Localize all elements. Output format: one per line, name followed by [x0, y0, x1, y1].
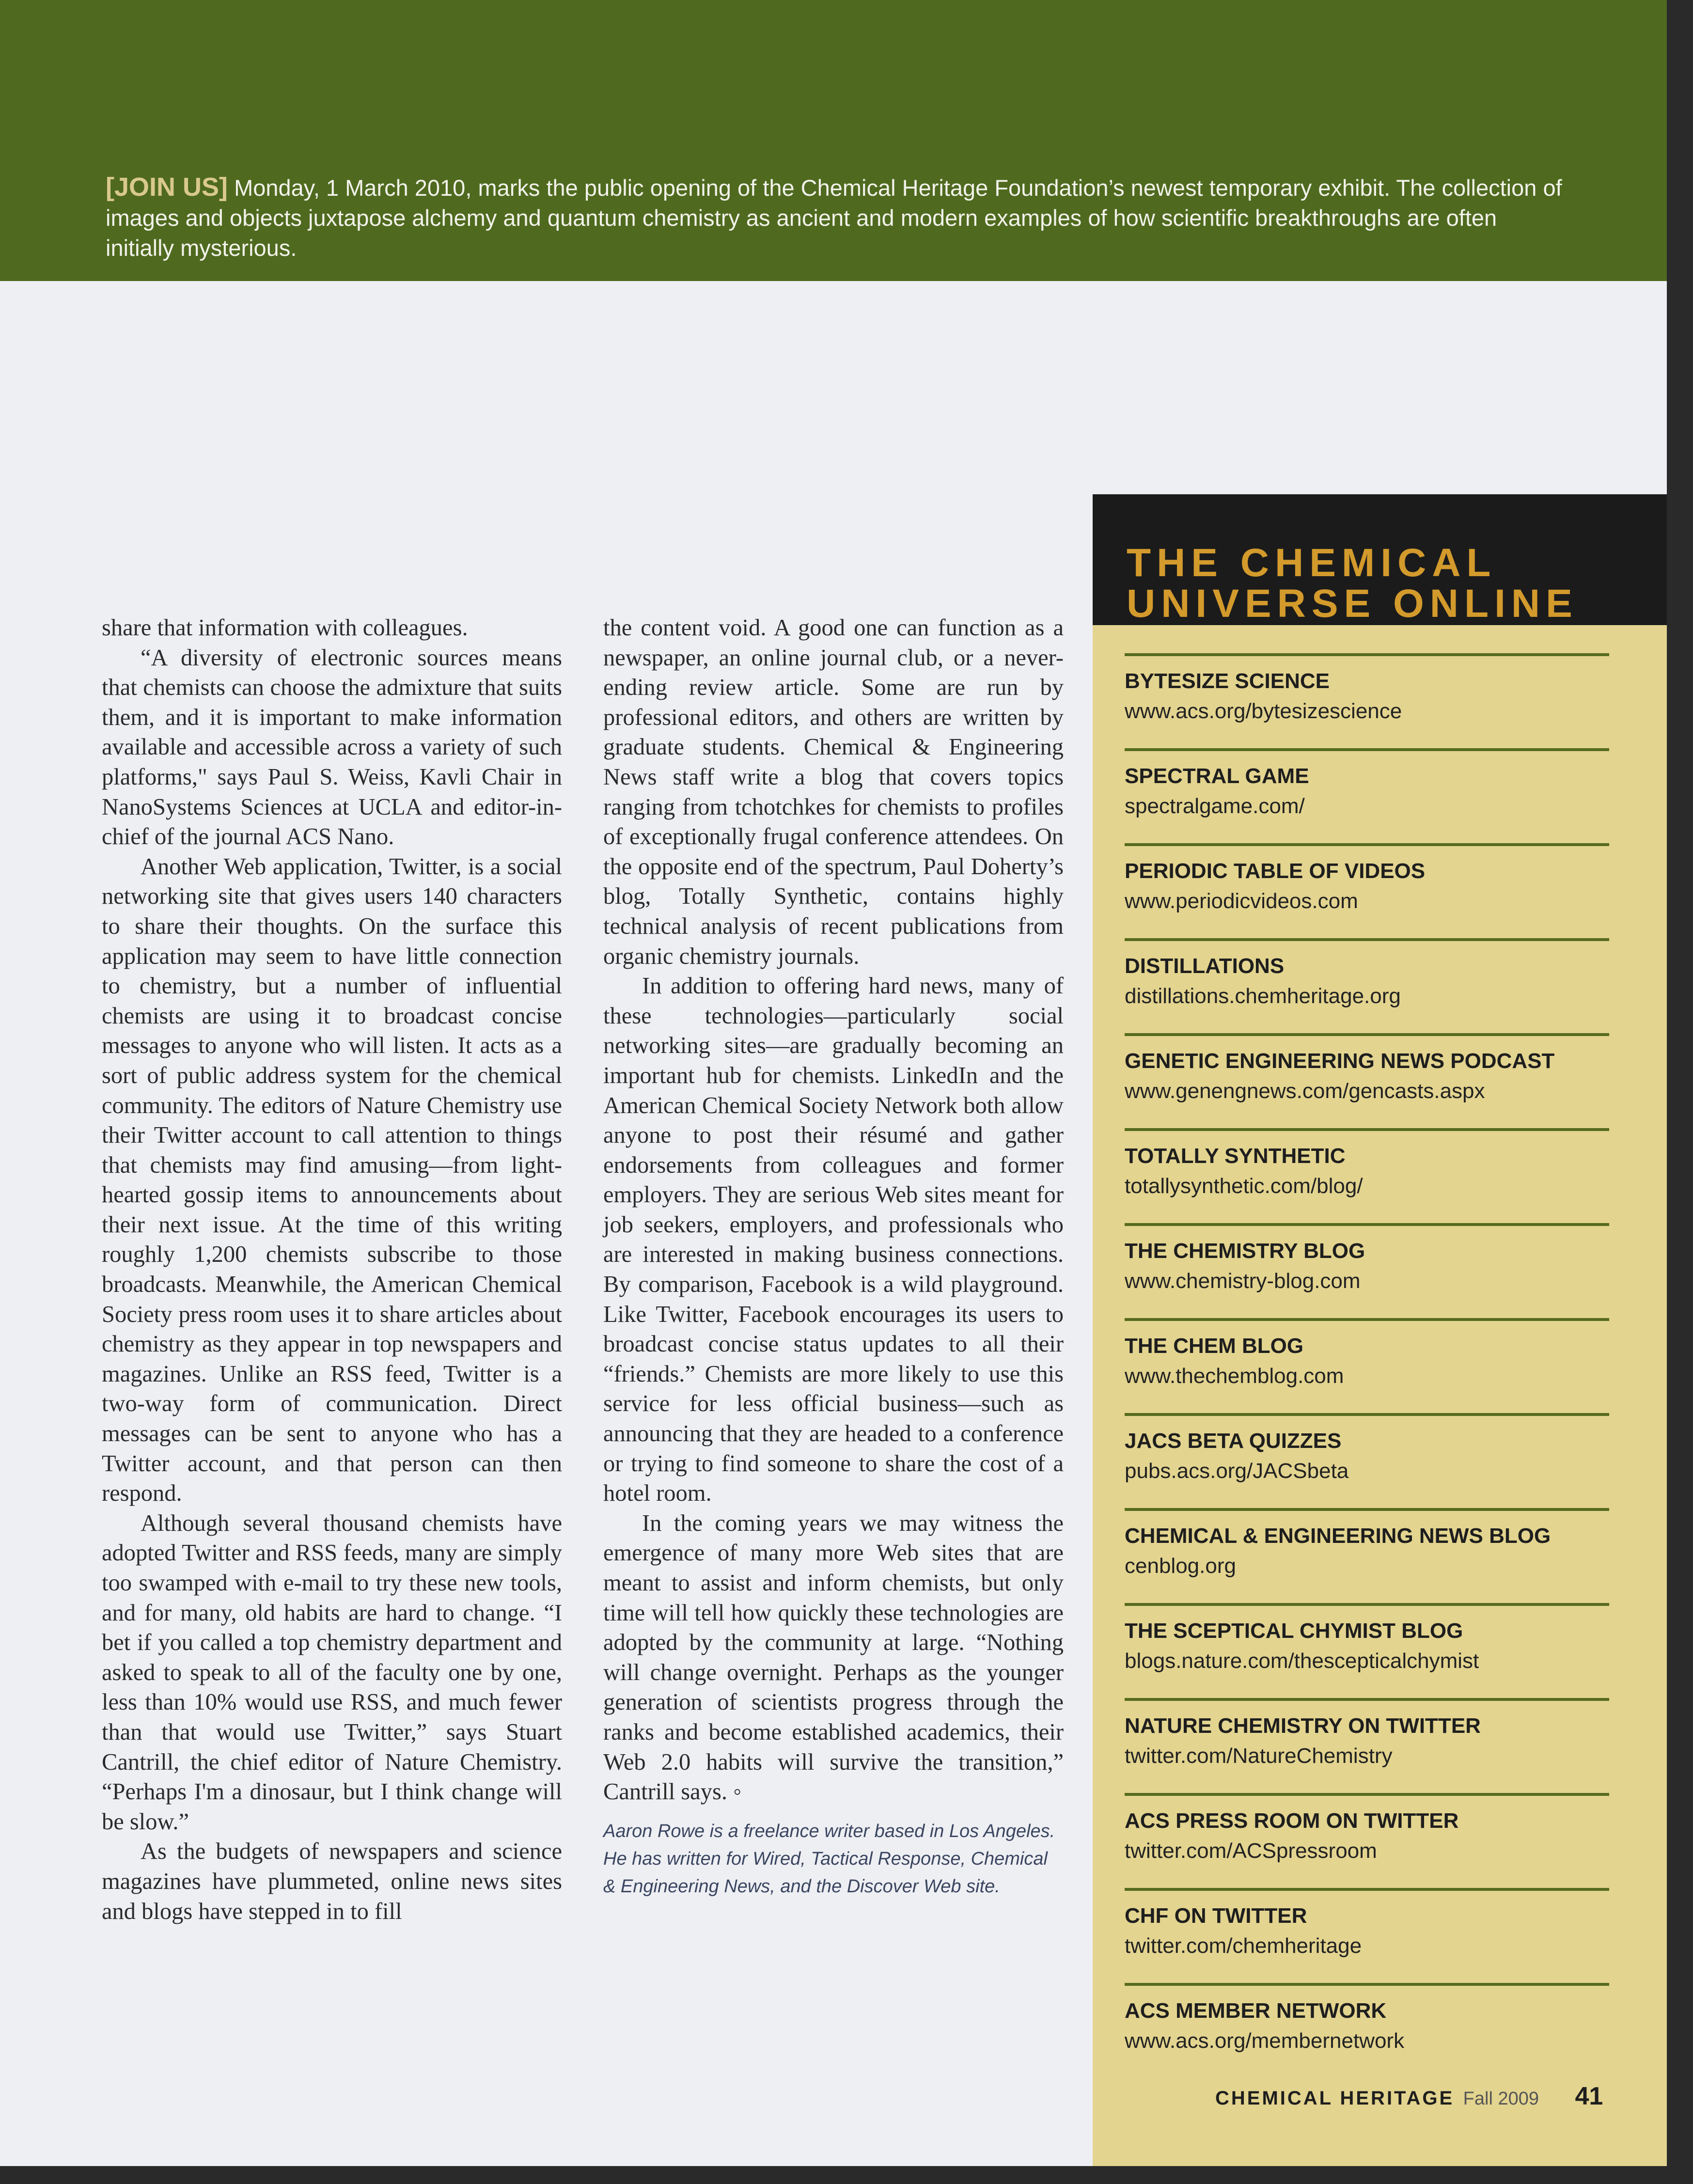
resource-url[interactable]: distillations.chemheritage.org — [1125, 984, 1401, 1008]
resource-item — [1125, 1413, 1609, 1508]
join-us-banner — [0, 0, 1667, 281]
resources-sidebar — [1093, 494, 1667, 2166]
issue-label: Fall 2009 — [1463, 2089, 1539, 2109]
resource-url[interactable]: blogs.nature.com/thescepticalchymist — [1125, 1649, 1479, 1673]
resource-url[interactable]: www.acs.org/bytesizescience — [1125, 699, 1402, 723]
resource-name: NATURE CHEMISTRY ON TWITTER — [1125, 1714, 1481, 1738]
resource-url[interactable]: www.thechemblog.com — [1125, 1364, 1344, 1388]
resource-name: BYTESIZE SCIENCE — [1125, 669, 1330, 693]
article-column-2 — [603, 613, 1064, 1901]
resource-url[interactable]: www.chemistry-blog.com — [1125, 1269, 1361, 1293]
resource-item — [1125, 1983, 1609, 2078]
resource-item — [1125, 653, 1609, 748]
banner-label: [JOIN US] — [106, 173, 228, 202]
resource-name: DISTILLATIONS — [1125, 954, 1285, 978]
resource-url[interactable]: cenblog.org — [1125, 1554, 1236, 1578]
resource-item — [1125, 748, 1609, 843]
resource-item — [1125, 1128, 1609, 1223]
magazine-name: CHEMICAL HERITAGE — [1215, 2088, 1455, 2109]
banner-text — [106, 172, 1569, 263]
resource-name: GENETIC ENGINEERING NEWS PODCAST — [1125, 1049, 1555, 1073]
resource-item — [1125, 1888, 1609, 1983]
paragraph: As the budgets of newspapers and science magazines have plummeted, online news sites and blogs have stepped in to fill — [102, 1838, 562, 1924]
paragraph: “A diversity of electronic sources means that chemists can choose the admixture that suits them, and it is important to make information available and accessible across a variety of such platforms," says Paul S. Weiss, Kavli Chair in NanoSystems Sciences at UCLA and editor-in-chief of the journal ACS Nano. — [102, 644, 562, 850]
page-footer — [1215, 2082, 1603, 2111]
resource-name: THE SCEPTICAL CHYMIST BLOG — [1125, 1619, 1463, 1643]
article-column-1 — [102, 613, 562, 1926]
sidebar-title-line: UNIVERSE ONLINE — [1127, 581, 1578, 625]
resource-list — [1125, 653, 1609, 2078]
resource-item — [1125, 1223, 1609, 1318]
resource-url[interactable]: twitter.com/ACSpressroom — [1125, 1839, 1377, 1863]
resource-url[interactable]: www.periodicvideos.com — [1125, 889, 1358, 913]
resource-name: ACS PRESS ROOM ON TWITTER — [1125, 1809, 1459, 1833]
author-bio: Aaron Rowe is a freelance writer based in Los Angeles. He has written for Wired, Tactical Response, Chemical & Engineering News, and the Discover Web site. — [603, 1821, 1055, 1897]
resource-item — [1125, 1793, 1609, 1888]
paragraph: In addition to offering hard news, many of these technologies—particularly social networking sites—are gradually becoming an important hub for chemists. LinkedIn and the American Chemical Society Network both allow anyone to post their résumé and gather endorsements from colleagues and former employers. They are serious Web sites meant for job seekers, employers, and professionals who are interested in making business connections. By comparison, Facebook is a wild playground. Like Twitter, Facebook encourages its users to broadcast concise status updates to all their “friends.” Chemists are more likely to use this service for less official business—such as announcing that they are headed to a conference or trying to find someone to share the cost of a hotel room. — [603, 973, 1064, 1507]
resource-url[interactable]: pubs.acs.org/JACSbeta — [1125, 1459, 1349, 1483]
paragraph: Another Web application, Twitter, is a social networking site that gives users 140 characters to share their thoughts. On the surface this application may seem to have little connection to chemistry, but a number of influential chemists are using it to broadcast concise messages to anyone who will listen. It acts as a sort of public address system for the chemical community. The editors of Nature Chemistry use their Twitter account to call attention to things that chemists may find amusing—from light-hearted gossip items to announcements about their next issue. At the time of this writing roughly 1,200 chemists subscribe to those broadcasts. Meanwhile, the American Chemical Society press room uses it to share articles about chemistry as they appear in top newspapers and magazines. Unlike an RSS feed, Twitter is a two-way form of communication. Direct messages can be sent to anyone who has a Twitter account, and that person can then respond. — [102, 853, 562, 1507]
resource-name: CHEMICAL & ENGINEERING NEWS BLOG — [1125, 1524, 1551, 1548]
resource-item — [1125, 1603, 1609, 1698]
sidebar-header — [1093, 494, 1667, 625]
resource-item — [1125, 938, 1609, 1033]
resource-name: THE CHEMISTRY BLOG — [1125, 1239, 1365, 1263]
resource-item — [1125, 1508, 1609, 1603]
resource-url[interactable]: spectralgame.com/ — [1125, 794, 1305, 818]
resource-name: SPECTRAL GAME — [1125, 764, 1309, 788]
banner-body: Monday, 1 March 2010, marks the public opening of the Chemical Heritage Foundation’s newest temporary exhibit. The collection of images and objects juxtapose alchemy and quantum chemistry as ancient and modern examples of how scientific breakthroughs are often initially mysterious. — [106, 175, 1562, 261]
resource-name: THE CHEM BLOG — [1125, 1334, 1304, 1358]
resource-url[interactable]: www.acs.org/membernetwork — [1125, 2029, 1405, 2053]
resource-url[interactable]: twitter.com/chemheritage — [1125, 1934, 1362, 1958]
resource-item — [1125, 1033, 1609, 1128]
paragraph: Although several thousand chemists have adopted Twitter and RSS feeds, many are simply too swamped with e-mail to try these new tools, and for many, old habits are hard to change. “I bet if you called a top chemistry department and asked to speak to all of the faculty one by one, less than 10% would use RSS, and much fewer than that would use Twitter,” says Stuart Cantrill, the chief editor of Nature Chemistry. “Perhaps I'm a dinosaur, but I think change will be slow.” — [102, 1510, 562, 1835]
page-number: 41 — [1575, 2082, 1603, 2110]
resource-name: PERIODIC TABLE OF VIDEOS — [1125, 859, 1426, 883]
paragraph: share that information with colleagues. — [102, 615, 468, 641]
resource-name: ACS MEMBER NETWORK — [1125, 1999, 1387, 2023]
sidebar-title-line: THE CHEMICAL — [1127, 541, 1497, 585]
resource-item — [1125, 1318, 1609, 1413]
resource-item — [1125, 1698, 1609, 1793]
resource-url[interactable]: twitter.com/NatureChemistry — [1125, 1744, 1393, 1768]
paragraph: the content void. A good one can function as a newspaper, an online journal club, or a never-ending review article. Some are run by professional editors, and others are written by graduate students. Chemical & Engineering News staff write a blog that covers topics ranging from tchotchkes for chemists to profiles of exceptionally frugal conference attendees. On the opposite end of the spectrum, Paul Doherty’s blog, Totally Synthetic, contains highly technical analysis of recent publications from organic chemistry journals. — [603, 615, 1064, 969]
resource-url[interactable]: www.genengnews.com/gencasts.aspx — [1125, 1079, 1485, 1103]
resource-item — [1125, 843, 1609, 938]
sidebar-title — [1127, 543, 1578, 624]
resource-name: JACS BETA QUIZZES — [1125, 1429, 1342, 1453]
resource-name: CHF ON TWITTER — [1125, 1904, 1307, 1928]
resource-name: TOTALLY SYNTHETIC — [1125, 1144, 1346, 1168]
resource-url[interactable]: totallysynthetic.com/blog/ — [1125, 1174, 1363, 1198]
paragraph: In the coming years we may witness the emergence of many more Web sites that are meant to assist and inform chemists, but only time will tell how quickly these technologies are adopted by the community at large. “Nothing will change overnight. Perhaps as the younger generation of scientists progress through the ranks and become established academics, their Web 2.0 habits will survive the transition,” Cantrill says. ◦ — [603, 1510, 1064, 1805]
